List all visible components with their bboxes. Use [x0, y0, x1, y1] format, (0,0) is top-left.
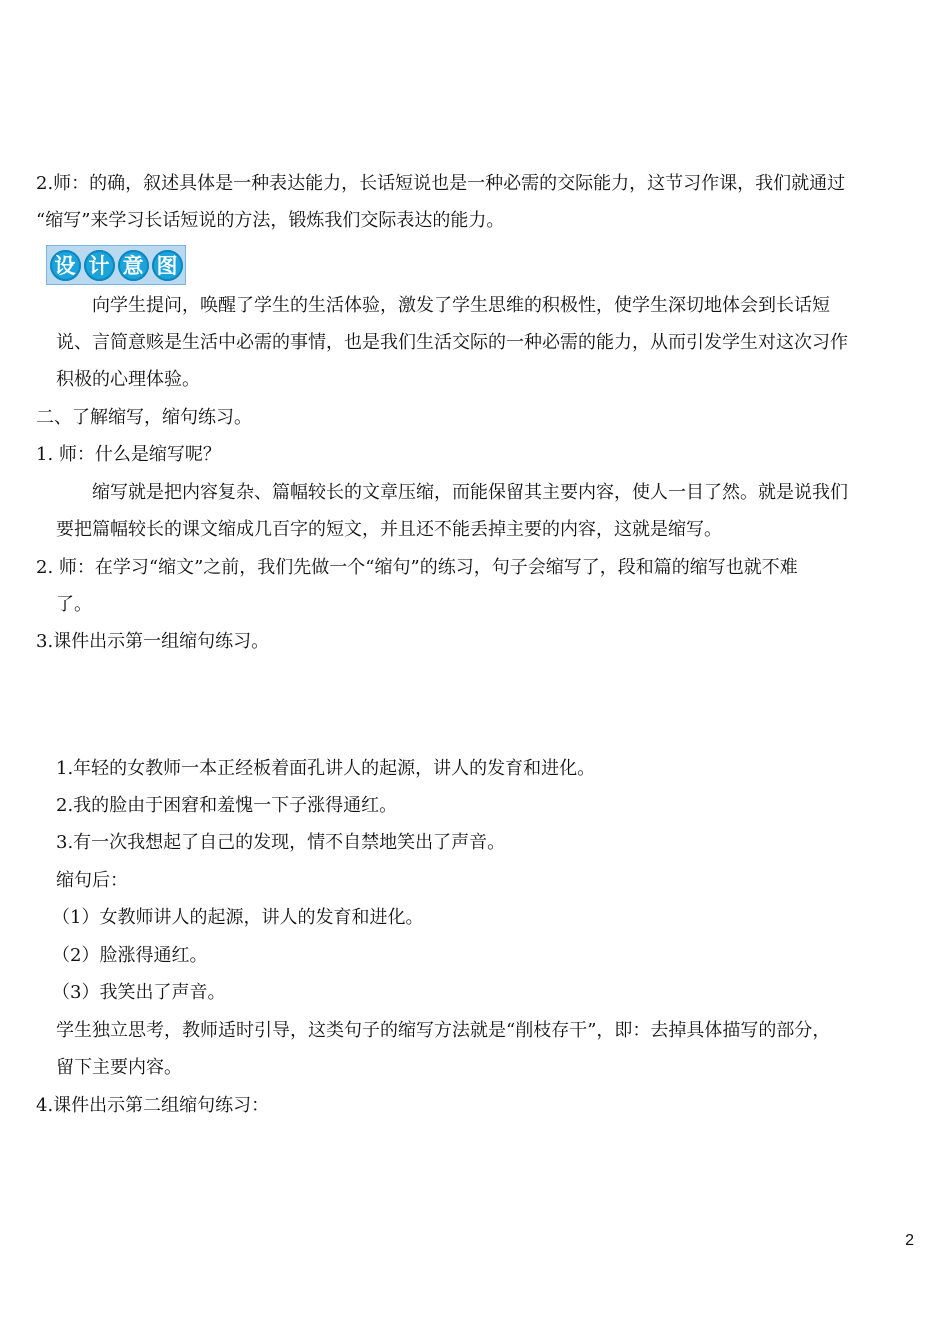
page-number: 2 — [905, 1232, 914, 1249]
badge-char-4: 图 — [152, 250, 183, 281]
line-p1-2: “缩写”来学习长话短说的方法，锻炼我们交际表达的能力。 — [36, 210, 505, 231]
question-1: 1. 师：什么是缩写呢？ — [36, 444, 221, 465]
design-intent-line-3: 积极的心理体验。 — [56, 369, 200, 390]
answer-1-line-2: 要把篇幅较长的课文缩成几百字的短文，并且还不能丢掉主要的内容，这就是缩写。 — [56, 519, 722, 540]
exercise-1: 1.年轻的女教师一本正经板着面孔讲人的起源，讲人的发育和进化。 — [56, 758, 596, 779]
design-intent-badge — [46, 245, 186, 285]
result-1: （1）女教师讲人的起源，讲人的发育和进化。 — [52, 907, 424, 928]
result-3: （3）我笑出了声音。 — [52, 982, 226, 1003]
line-p1-1: 2.师：的确，叙述具体是一种表达能力，长话短说也是一种必需的交际能力，这节习作课，我们就通过 — [36, 173, 846, 194]
badge-char-2: 计 — [84, 250, 115, 281]
after-shortening-label: 缩句后： — [56, 870, 128, 891]
question-4: 4.课件出示第二组缩句练习： — [36, 1095, 270, 1116]
result-2: （2）脸涨得通红。 — [52, 945, 208, 966]
design-intent-line-2: 说、言简意赅是生活中必需的事情，也是我们生活交际的一种必需的能力，从而引发学生对这次习作 — [56, 332, 848, 353]
question-2-line-2: 了。 — [56, 594, 92, 615]
design-intent-line-1: 向学生提问，唤醒了学生的生活体验，激发了学生思维的积极性，使学生深切地体会到长话短 — [92, 295, 830, 316]
badge-char-3: 意 — [118, 250, 149, 281]
exercise-3: 3.有一次我想起了自己的发现，情不自禁地笑出了声音。 — [56, 832, 506, 853]
section-2-title: 二、了解缩写，缩句练习。 — [36, 407, 252, 428]
question-2-line-1: 2. 师：在学习“缩文”之前，我们先做一个“缩句”的练习，句子会缩写了，段和篇的缩写也就不难 — [36, 557, 798, 578]
answer-1-line-1: 缩写就是把内容复杂、篇幅较长的文章压缩，而能保留其主要内容，使人一目了然。就是说我们 — [92, 482, 848, 503]
exercise-2: 2.我的脸由于困窘和羞愧一下子涨得通红。 — [56, 795, 398, 816]
badge-char-1: 设 — [50, 250, 81, 281]
question-3: 3.课件出示第一组缩句练习。 — [36, 631, 270, 652]
method-line-1: 学生独立思考，教师适时引导，这类句子的缩写方法就是“削枝存干”，即：去掉具体描写的部分， — [56, 1020, 831, 1041]
method-line-2: 留下主要内容。 — [56, 1057, 182, 1078]
